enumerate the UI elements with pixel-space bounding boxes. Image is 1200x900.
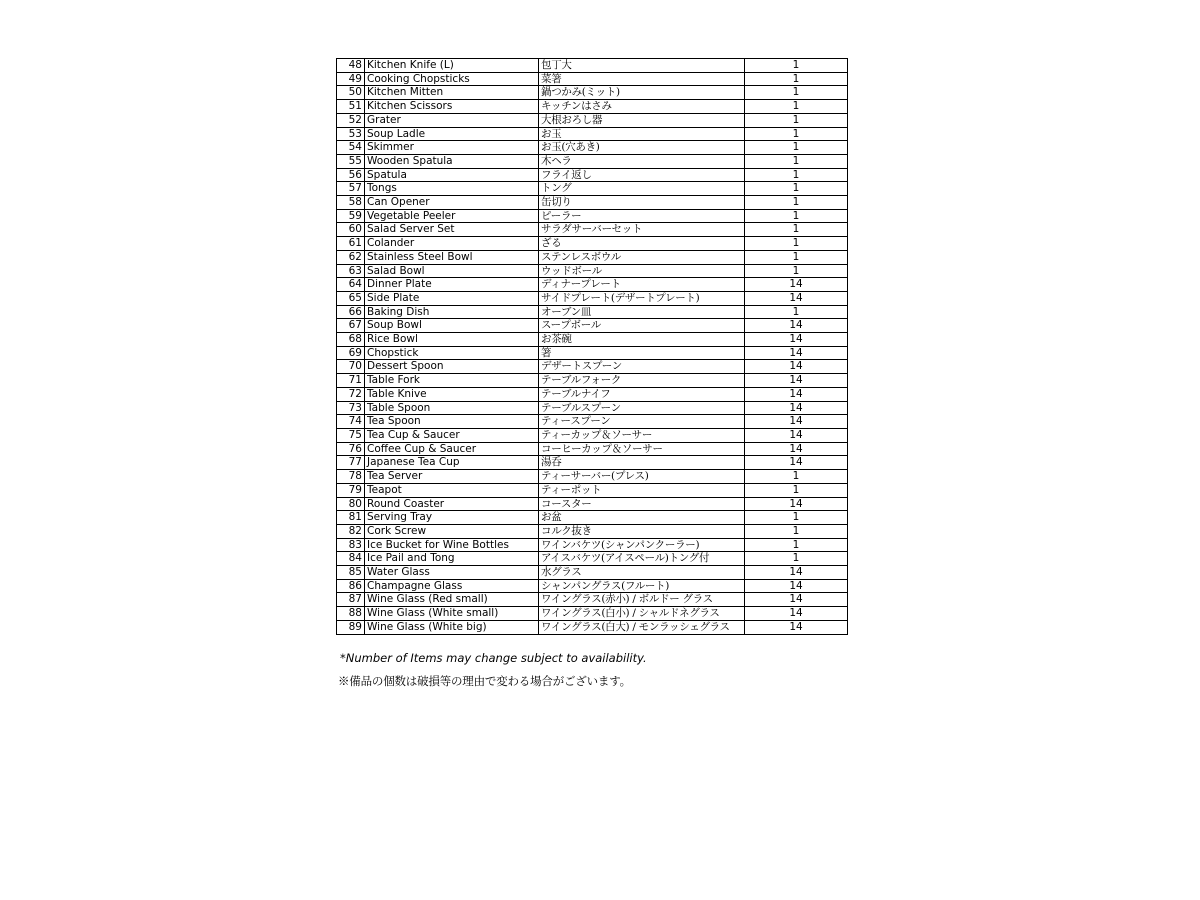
- item-name-japanese: ピーラー: [539, 209, 745, 223]
- item-quantity: 1: [745, 209, 848, 223]
- item-quantity: 1: [745, 59, 848, 73]
- table-row: [337, 278, 848, 292]
- table-row: [337, 291, 848, 305]
- item-quantity: 14: [745, 319, 848, 333]
- table-row: [337, 538, 848, 552]
- item-quantity: 14: [745, 333, 848, 347]
- item-name-english: Tea Cup & Saucer: [365, 428, 539, 442]
- item-quantity: 1: [745, 127, 848, 141]
- item-name-japanese: 水グラス: [539, 566, 745, 580]
- availability-note-japanese: ※備品の個数は破損等の理由で変わる場合がございます。: [338, 674, 631, 688]
- inventory-table: [336, 58, 848, 635]
- item-name-japanese: コースター: [539, 497, 745, 511]
- item-number: 89: [337, 620, 365, 634]
- item-name-english: Soup Ladle: [365, 127, 539, 141]
- item-name-english: Dinner Plate: [365, 278, 539, 292]
- item-number: 87: [337, 593, 365, 607]
- item-number: 82: [337, 524, 365, 538]
- item-name-japanese: キッチンはさみ: [539, 100, 745, 114]
- item-name-japanese: アイスバケツ(アイスペール)トング付: [539, 552, 745, 566]
- table-row: [337, 154, 848, 168]
- item-name-japanese: 大根おろし器: [539, 113, 745, 127]
- item-name-english: Table Fork: [365, 374, 539, 388]
- item-quantity: 1: [745, 305, 848, 319]
- item-number: 77: [337, 456, 365, 470]
- item-quantity: 14: [745, 579, 848, 593]
- table-row: [337, 593, 848, 607]
- item-number: 52: [337, 113, 365, 127]
- table-row: [337, 333, 848, 347]
- item-quantity: 14: [745, 497, 848, 511]
- item-number: 61: [337, 237, 365, 251]
- item-name-english: Japanese Tea Cup: [365, 456, 539, 470]
- item-name-japanese: フライ返し: [539, 168, 745, 182]
- item-name-english: Stainless Steel Bowl: [365, 250, 539, 264]
- item-name-english: Rice Bowl: [365, 333, 539, 347]
- item-quantity: 1: [745, 168, 848, 182]
- item-name-english: Wine Glass (White big): [365, 620, 539, 634]
- item-number: 70: [337, 360, 365, 374]
- item-name-english: Tea Server: [365, 470, 539, 484]
- table-row: [337, 305, 848, 319]
- item-name-japanese: ティーサーバー(プレス): [539, 470, 745, 484]
- item-quantity: 14: [745, 401, 848, 415]
- item-name-japanese: サイドプレート(デザートプレート): [539, 291, 745, 305]
- table-row: [337, 401, 848, 415]
- item-quantity: 1: [745, 470, 848, 484]
- table-row: [337, 442, 848, 456]
- item-number: 71: [337, 374, 365, 388]
- table-row: [337, 483, 848, 497]
- item-name-english: Ice Bucket for Wine Bottles: [365, 538, 539, 552]
- item-quantity: 14: [745, 374, 848, 388]
- item-number: 48: [337, 59, 365, 73]
- item-quantity: 1: [745, 250, 848, 264]
- item-quantity: 1: [745, 72, 848, 86]
- item-name-japanese: ティースプーン: [539, 415, 745, 429]
- item-number: 79: [337, 483, 365, 497]
- item-name-japanese: お盆: [539, 511, 745, 525]
- item-name-japanese: 包丁大: [539, 59, 745, 73]
- item-name-english: Kitchen Knife (L): [365, 59, 539, 73]
- item-number: 57: [337, 182, 365, 196]
- item-name-english: Chopstick: [365, 346, 539, 360]
- item-name-japanese: テーブルスプーン: [539, 401, 745, 415]
- item-quantity: 14: [745, 428, 848, 442]
- item-number: 53: [337, 127, 365, 141]
- item-name-english: Side Plate: [365, 291, 539, 305]
- item-number: 63: [337, 264, 365, 278]
- item-name-english: Round Coaster: [365, 497, 539, 511]
- item-name-english: Vegetable Peeler: [365, 209, 539, 223]
- item-name-english: Spatula: [365, 168, 539, 182]
- table-row: [337, 223, 848, 237]
- table-row: [337, 387, 848, 401]
- item-number: 73: [337, 401, 365, 415]
- table-row: [337, 250, 848, 264]
- item-number: 81: [337, 511, 365, 525]
- item-name-english: Tea Spoon: [365, 415, 539, 429]
- table-row: [337, 374, 848, 388]
- item-quantity: 14: [745, 360, 848, 374]
- table-row: [337, 168, 848, 182]
- item-name-japanese: デザートスプーン: [539, 360, 745, 374]
- item-name-japanese: お玉(穴あき): [539, 141, 745, 155]
- item-name-english: Dessert Spoon: [365, 360, 539, 374]
- table-row: [337, 524, 848, 538]
- item-quantity: 1: [745, 264, 848, 278]
- table-row: [337, 319, 848, 333]
- item-name-english: Wooden Spatula: [365, 154, 539, 168]
- item-name-english: Tongs: [365, 182, 539, 196]
- item-name-japanese: 木ヘラ: [539, 154, 745, 168]
- item-quantity: 14: [745, 415, 848, 429]
- item-name-japanese: ざる: [539, 237, 745, 251]
- item-quantity: 1: [745, 511, 848, 525]
- item-number: 78: [337, 470, 365, 484]
- item-quantity: 1: [745, 552, 848, 566]
- item-number: 72: [337, 387, 365, 401]
- item-number: 55: [337, 154, 365, 168]
- item-number: 51: [337, 100, 365, 114]
- item-name-english: Salad Bowl: [365, 264, 539, 278]
- item-number: 50: [337, 86, 365, 100]
- item-name-english: Can Opener: [365, 196, 539, 210]
- table-row: [337, 579, 848, 593]
- item-name-japanese: サラダサーバーセット: [539, 223, 745, 237]
- table-row: [337, 127, 848, 141]
- item-quantity: 14: [745, 442, 848, 456]
- item-quantity: 1: [745, 182, 848, 196]
- item-name-english: Teapot: [365, 483, 539, 497]
- inventory-table-body: [337, 59, 848, 635]
- item-name-japanese: シャンパングラス(フルート): [539, 579, 745, 593]
- item-name-english: Coffee Cup & Saucer: [365, 442, 539, 456]
- table-row: [337, 497, 848, 511]
- table-row: [337, 456, 848, 470]
- item-number: 80: [337, 497, 365, 511]
- item-name-japanese: ウッドボール: [539, 264, 745, 278]
- item-name-english: Grater: [365, 113, 539, 127]
- item-name-japanese: 菜箸: [539, 72, 745, 86]
- item-name-japanese: お茶碗: [539, 333, 745, 347]
- table-row: [337, 72, 848, 86]
- item-name-japanese: 湯呑: [539, 456, 745, 470]
- item-quantity: 14: [745, 607, 848, 621]
- item-name-japanese: スープボール: [539, 319, 745, 333]
- item-number: 66: [337, 305, 365, 319]
- item-name-english: Serving Tray: [365, 511, 539, 525]
- item-quantity: 14: [745, 566, 848, 580]
- table-row: [337, 415, 848, 429]
- item-name-english: Baking Dish: [365, 305, 539, 319]
- item-number: 49: [337, 72, 365, 86]
- item-name-japanese: ワイングラス(白大) / モンラッシェグラス: [539, 620, 745, 634]
- item-name-japanese: ティーカップ＆ソーサー: [539, 428, 745, 442]
- item-name-japanese: テーブルナイフ: [539, 387, 745, 401]
- item-number: 74: [337, 415, 365, 429]
- item-name-japanese: 鍋つかみ(ミット): [539, 86, 745, 100]
- table-row: [337, 566, 848, 580]
- item-name-japanese: 箸: [539, 346, 745, 360]
- table-row: [337, 360, 848, 374]
- item-quantity: 1: [745, 538, 848, 552]
- item-quantity: 1: [745, 100, 848, 114]
- table-row: [337, 346, 848, 360]
- item-number: 54: [337, 141, 365, 155]
- item-number: 65: [337, 291, 365, 305]
- table-row: [337, 209, 848, 223]
- item-name-english: Colander: [365, 237, 539, 251]
- item-name-japanese: テーブルフォーク: [539, 374, 745, 388]
- item-number: 60: [337, 223, 365, 237]
- item-name-japanese: ディナープレート: [539, 278, 745, 292]
- item-name-english: Cork Screw: [365, 524, 539, 538]
- item-name-japanese: コルク抜き: [539, 524, 745, 538]
- item-number: 88: [337, 607, 365, 621]
- item-quantity: 1: [745, 237, 848, 251]
- item-number: 76: [337, 442, 365, 456]
- item-name-english: Salad Server Set: [365, 223, 539, 237]
- item-number: 67: [337, 319, 365, 333]
- item-number: 68: [337, 333, 365, 347]
- item-quantity: 1: [745, 154, 848, 168]
- item-quantity: 1: [745, 196, 848, 210]
- item-number: 58: [337, 196, 365, 210]
- item-name-english: Kitchen Mitten: [365, 86, 539, 100]
- item-name-english: Cooking Chopsticks: [365, 72, 539, 86]
- item-name-english: Wine Glass (White small): [365, 607, 539, 621]
- item-number: 59: [337, 209, 365, 223]
- item-quantity: 1: [745, 141, 848, 155]
- item-name-japanese: ワイングラス(赤小) / ボルドー グラス: [539, 593, 745, 607]
- table-row: [337, 264, 848, 278]
- item-quantity: 14: [745, 387, 848, 401]
- item-name-english: Table Spoon: [365, 401, 539, 415]
- item-quantity: 14: [745, 456, 848, 470]
- item-number: 83: [337, 538, 365, 552]
- item-name-english: Kitchen Scissors: [365, 100, 539, 114]
- item-number: 64: [337, 278, 365, 292]
- item-name-japanese: トング: [539, 182, 745, 196]
- table-row: [337, 237, 848, 251]
- item-quantity: 14: [745, 593, 848, 607]
- item-number: 85: [337, 566, 365, 580]
- item-name-english: Soup Bowl: [365, 319, 539, 333]
- item-name-english: Water Glass: [365, 566, 539, 580]
- item-name-japanese: ワイングラス(白小) / シャルドネグラス: [539, 607, 745, 621]
- item-number: 62: [337, 250, 365, 264]
- item-quantity: 1: [745, 86, 848, 100]
- item-name-japanese: ステンレスボウル: [539, 250, 745, 264]
- table-row: [337, 86, 848, 100]
- item-number: 56: [337, 168, 365, 182]
- item-quantity: 1: [745, 483, 848, 497]
- item-quantity: 14: [745, 346, 848, 360]
- table-row: [337, 196, 848, 210]
- item-quantity: 14: [745, 278, 848, 292]
- item-quantity: 14: [745, 291, 848, 305]
- item-name-japanese: オーブン皿: [539, 305, 745, 319]
- item-quantity: 14: [745, 620, 848, 634]
- table-row: [337, 113, 848, 127]
- item-name-english: Table Knive: [365, 387, 539, 401]
- table-row: [337, 141, 848, 155]
- item-number: 75: [337, 428, 365, 442]
- item-number: 69: [337, 346, 365, 360]
- item-name-english: Ice Pail and Tong: [365, 552, 539, 566]
- table-row: [337, 428, 848, 442]
- item-name-japanese: ティーポット: [539, 483, 745, 497]
- item-name-english: Wine Glass (Red small): [365, 593, 539, 607]
- item-number: 86: [337, 579, 365, 593]
- table-row: [337, 182, 848, 196]
- table-row: [337, 607, 848, 621]
- item-number: 84: [337, 552, 365, 566]
- item-name-japanese: お玉: [539, 127, 745, 141]
- item-name-japanese: 缶切り: [539, 196, 745, 210]
- table-row: [337, 552, 848, 566]
- table-row: [337, 620, 848, 634]
- table-row: [337, 100, 848, 114]
- item-name-japanese: ワインバケツ(シャンパンクーラー): [539, 538, 745, 552]
- item-quantity: 1: [745, 524, 848, 538]
- table-row: [337, 59, 848, 73]
- item-name-english: Skimmer: [365, 141, 539, 155]
- table-row: [337, 511, 848, 525]
- item-name-english: Champagne Glass: [365, 579, 539, 593]
- item-quantity: 1: [745, 113, 848, 127]
- table-row: [337, 470, 848, 484]
- item-name-japanese: コーヒーカップ＆ソーサー: [539, 442, 745, 456]
- item-quantity: 1: [745, 223, 848, 237]
- availability-note-english: *Number of Items may change subject to availability.: [340, 651, 647, 665]
